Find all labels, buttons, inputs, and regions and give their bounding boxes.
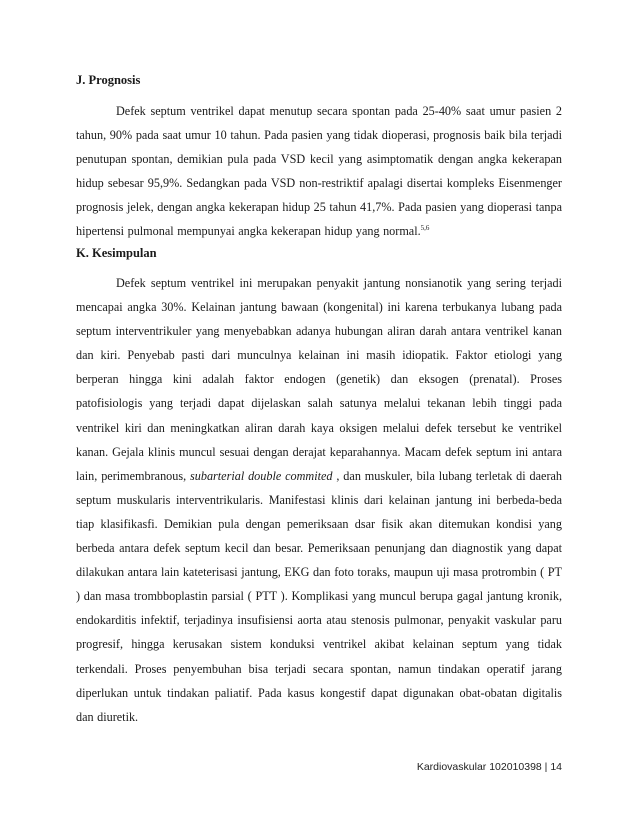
paragraph-kesimpulan-text-2: , dan muskuler, bila lubang terletak di daerah septum muskularis interventrikularis. Manifestasi klinis dari kelainan jantung ini berbeda-beda tiap klasifikasfi. Demikian pula dengan pemeriksaan dsar fisik akan ditemukan kondisi yang berbeda antara defek septum kecil dan besar. Pemeriksaan penunjang dan diagnostik yang dapat dilakukan antara lain kateterisasi jantung, EKG dan foto toraks, maupun uji masa protrombin ( PT ) dan masa trombboplastin parsial ( PTT ). Komplikasi yang muncul berupa gagal jantung kronik, endokarditis infektif, terjadinya insufisiensi aorta atau stenosis pulmonar, penyakit vaskular paru progresif, hingga kerusakan sistem konduksi ventrikel akibat kelainan septum yang tidak terkendali. Proses penyembuhan bisa terjadi secara spontan, namun tindakan operatif jarang diperlukan untuk tindakan paliatif. Pada kasus kongestif dapat digunakan obat-obatan digitalis dan diuretik. — [76, 468, 563, 724]
paragraph-prognosis-text: Defek septum ventrikel dapat menutup secara spontan pada 25-40% saat umur pasien 2 tahun, 90% pada saat umur 10 tahun. Pada pasien yang tidak dioperasi, prognosis baik bila terjadi penutupan spontan, demikian pula pada VSD kecil yang asimptomatik dengan angka kekerapan hidup sebesar 95,9%. Sedangkan pada VSD non-restriktif apalagi disertai kompleks Eisenmenger prognosis jelek, dengan angka kekerapan hidup 25 tahun 41,7%. Pada pasien yang dioperasi tanpa hipertensi pulmonal mempunyai angka kekerapan hidup yang normal. — [76, 104, 562, 239]
paragraph-kesimpulan-text-1: Defek septum ventrikel ini merupakan penyakit jantung nonsianotik yang sering terjadi mencapai angka 30%. Kelainan jantung bawaan (kongenital) ini karena terbukanya lubang pada septum interventrikuler yang menyebabkan adanya hubungan aliran darah antara ventrikel kanan dan kiri. Penyebab pasti dari munculnya kelainan ini masih idiopatik. Faktor etiologi yang berperan hingga kini adalah faktor endogen (genetik) dan eksogen (prenatal). Proses patofisiologis yang terjadi dapat dijelaskan salah satunya melalui tekanan lebih tinggi pada ventrikel kiri dan meningkatkan aliran darah kaya oksigen melalui defek tersebut ke ventrikel kanan. Gejala klinis muncul sesuai dengan derajat keparahannya. Macam defek septum ini antara lain, perimembranous, — [76, 276, 562, 483]
section-heading-prognosis: J. Prognosis — [76, 73, 141, 87]
section-heading-kesimpulan: K. Kesimpulan — [76, 246, 157, 260]
page-footer: Kardiovaskular 102010398 | 14 — [416, 761, 562, 773]
paragraph-kesimpulan-italic-term: subarterial double commited — [190, 468, 333, 483]
paragraph-kesimpulan — [76, 271, 562, 729]
paragraph-prognosis — [76, 99, 562, 244]
citation-superscript: 5,6 — [420, 224, 430, 233]
